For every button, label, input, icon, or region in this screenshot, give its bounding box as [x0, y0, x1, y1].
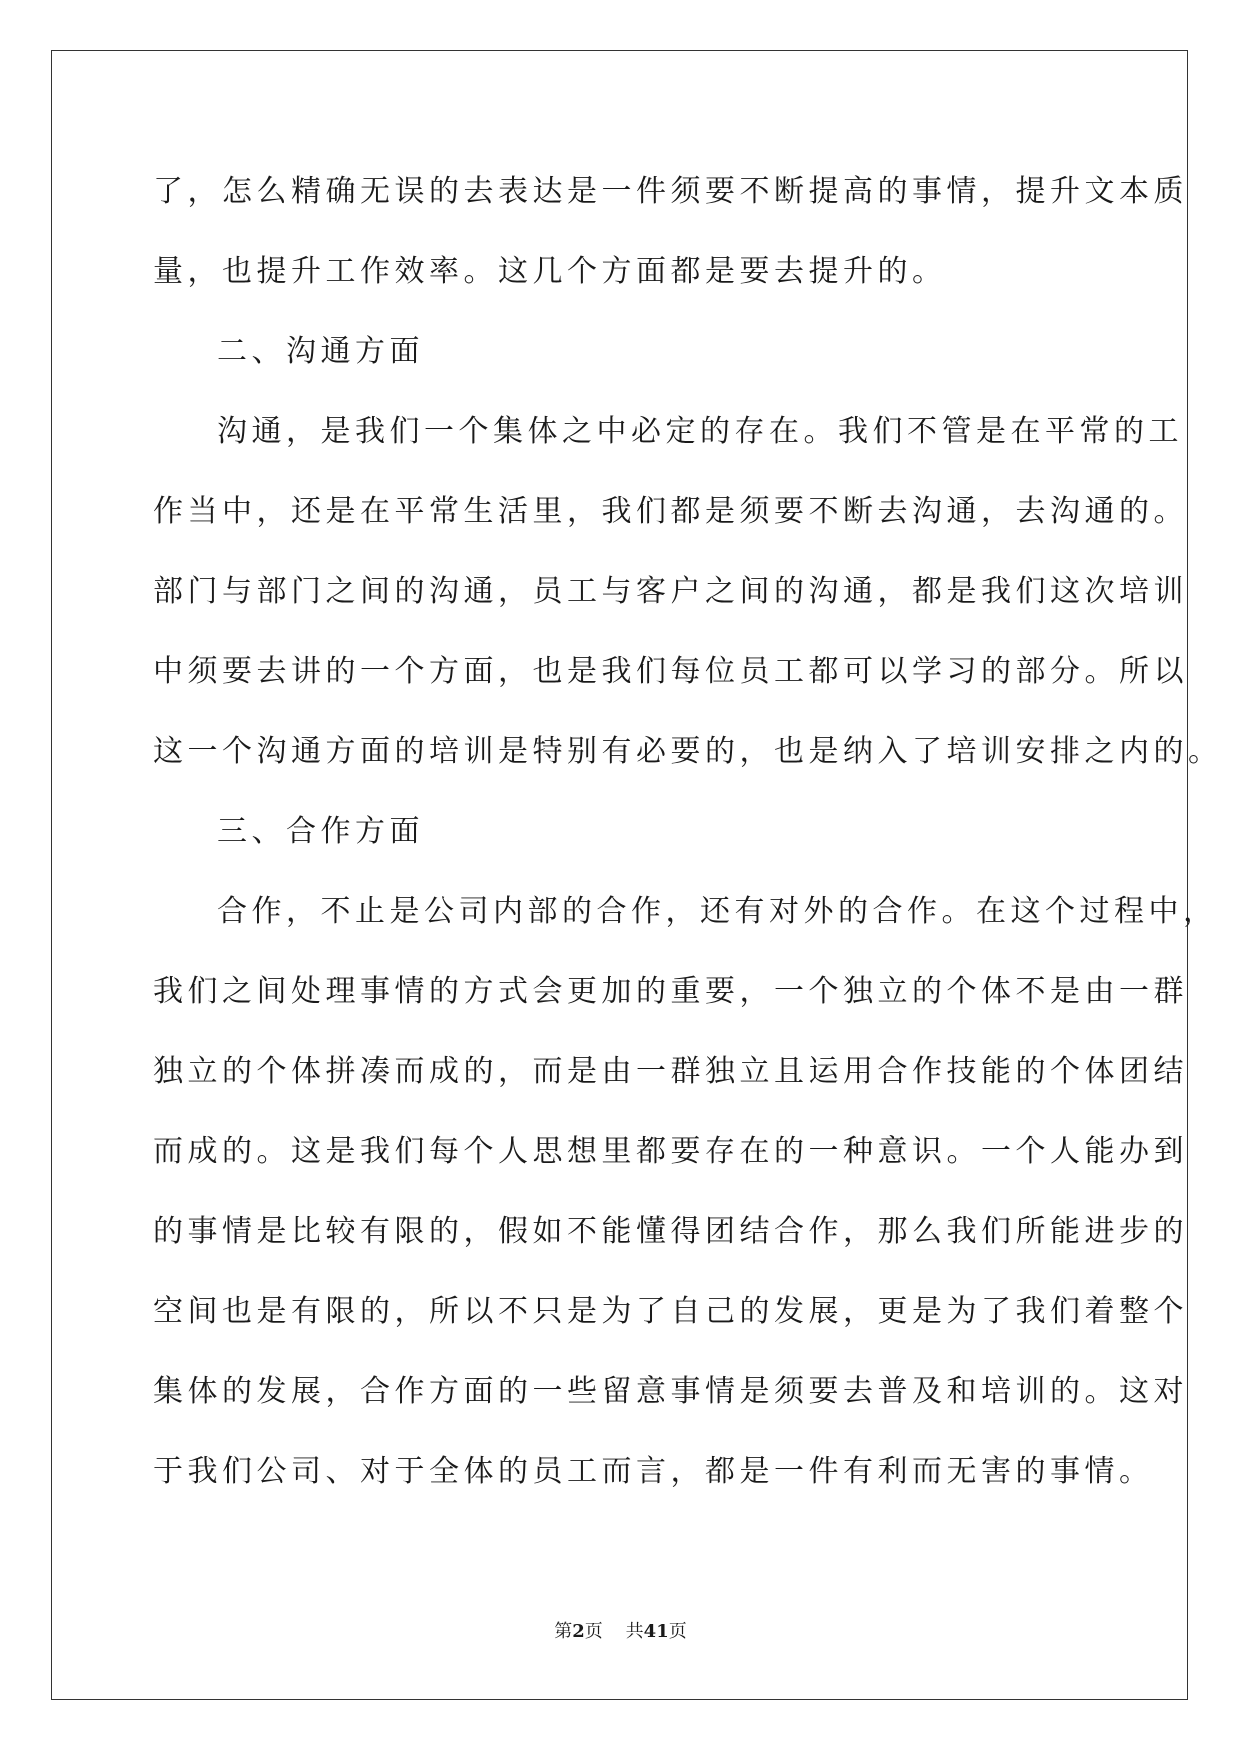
paragraph-line: 空间也是有限的，所以不只是为了自己的发展，更是为了我们着整个	[153, 1294, 1188, 1329]
page-suffix: 页	[584, 1621, 603, 1642]
paragraph-line: 合作，不止是公司内部的合作，还有对外的合作。在这个过程中，	[217, 894, 1218, 929]
paragraph-line: 独立的个体拼凑而成的，而是由一群独立且运用合作技能的个体团结	[153, 1054, 1188, 1089]
paragraph-line: 于我们公司、对于全体的员工而言，都是一件有利而无害的事情。	[153, 1454, 1154, 1489]
paragraph-line: 中须要去讲的一个方面，也是我们每位员工都可以学习的部分。所以	[153, 654, 1188, 689]
total-prefix: 共	[625, 1621, 644, 1642]
page-prefix: 第	[554, 1621, 573, 1642]
paragraph-line: 集体的发展，合作方面的一些留意事情是须要去普及和培训的。这对	[153, 1374, 1188, 1409]
paragraph-line: 部门与部门之间的沟通，员工与客户之间的沟通，都是我们这次培训	[153, 574, 1188, 609]
page-footer	[0, 1617, 1241, 1643]
paragraph-line: 沟通，是我们一个集体之中必定的存在。我们不管是在平常的工	[217, 414, 1183, 449]
paragraph-line: 作当中，还是在平常生活里，我们都是须要不断去沟通，去沟通的。	[153, 494, 1188, 529]
section-heading-cooperation: 三、合作方面	[217, 814, 424, 849]
total-suffix: 页	[668, 1621, 687, 1642]
document-body	[153, 161, 1223, 1521]
paragraph-line: 这一个沟通方面的培训是特别有必要的，也是纳入了培训安排之内的。	[153, 734, 1223, 769]
total-pages-number: 41	[643, 1621, 669, 1642]
paragraph-line: 而成的。这是我们每个人思想里都要存在的一种意识。一个人能办到	[153, 1134, 1188, 1169]
paragraph-line: 量，也提升工作效率。这几个方面都是要去提升的。	[153, 254, 947, 289]
paragraph-line: 了，怎么精确无误的去表达是一件须要不断提高的事情，提升文本质	[153, 174, 1188, 209]
paragraph-line: 的事情是比较有限的，假如不能懂得团结合作，那么我们所能进步的	[153, 1214, 1188, 1249]
paragraph-line: 我们之间处理事情的方式会更加的重要，一个独立的个体不是由一群	[153, 974, 1188, 1009]
current-page-number: 2	[572, 1621, 585, 1642]
section-heading-communication: 二、沟通方面	[217, 334, 424, 369]
